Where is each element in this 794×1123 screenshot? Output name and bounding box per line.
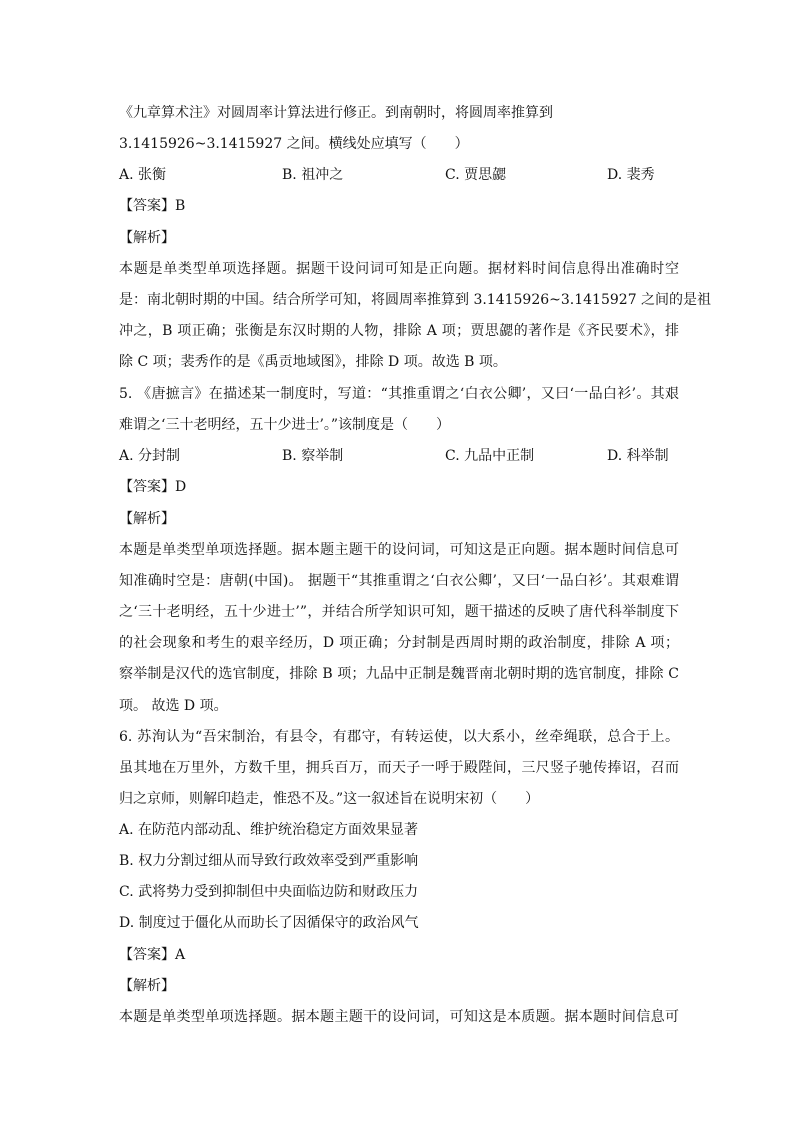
q4-analysis-line-2: 是：南北朝时期的中国。结合所学可知，将圆周率推算到 3.1415926~3.1415927 之间的是祖 — [119, 292, 712, 308]
q5-analysis-line-4: 的社会现象和考生的艰辛经历，D 项正确；分封制是西周时期的政治制度，排除 A 项； — [119, 635, 679, 651]
q6-stem-line-1: 6. 苏洵认为“吾宋制治，有县令，有郡守，有转运使，以大系小，丝牵绳联，总合于上。 — [119, 729, 679, 745]
q4-option-b: B. 祖冲之 — [282, 167, 344, 183]
q5-stem-line-1: 5. 《唐摭言》在描述某一制度时，写道：“其推重谓之‘白衣公卿’，又曰‘一品白衫’。其艰 — [119, 386, 679, 402]
q5-analysis-line-6: 项。 故选 D 项。 — [119, 698, 228, 714]
q6-option-b: B. 权力分割过细从而导致行政效率受到严重影响 — [119, 853, 419, 869]
q5-option-c: C. 九品中正制 — [445, 448, 535, 464]
q6-option-d: D. 制度过于僵化从而助长了因循保守的政治风气 — [119, 915, 419, 931]
q5-stem-line-2: 难谓之‘三十老明经，五十少进士’。”该制度是（ ） — [119, 417, 451, 433]
q6-stem-line-2: 虽其地在万里外，方数千里，拥兵百万，而天子一呼于殿陛间，三尺竖子驰传捧诏，召而 — [119, 760, 679, 776]
q6-analysis-title: 【解析】 — [119, 978, 175, 994]
q5-answer: 【答案】D — [119, 479, 187, 495]
q4-option-c: C. 贾思勰 — [445, 167, 507, 183]
q4-option-d: D. 裴秀 — [607, 167, 655, 183]
q4-analysis-line-3: 冲之，B 项正确；张衡是东汉时期的人物，排除 A 项；贾思勰的著作是《齐民要术》，排 — [119, 323, 679, 339]
q4-option-a: A. 张衡 — [119, 167, 167, 183]
q5-analysis-line-3: 之‘三十老明经，五十少进士’”，并结合所学知识可知，题干描述的反映了唐代科举制度下 — [119, 604, 679, 620]
q4-analysis-line-4: 除 C 项；裴秀作的是《禹贡地域图》，排除 D 项。故选 B 项。 — [119, 354, 507, 370]
q5-analysis-line-2: 知准确时空是：唐朝(中国)。 据题干“其推重谓之‘白衣公卿’，又曰‘一品白衫’。其艰难谓 — [119, 573, 679, 589]
q5-option-b: B. 察举制 — [282, 448, 344, 464]
q6-analysis-line-1: 本题是单类型单项选择题。据本题主题干的设问词，可知这是本质题。据本题时间信息可 — [119, 1009, 679, 1025]
q5-analysis-title: 【解析】 — [119, 511, 175, 527]
q4-answer: 【答案】B — [119, 198, 186, 214]
q6-option-c: C. 武将势力受到抑制但中央面临边防和财政压力 — [119, 884, 419, 900]
q5-option-a: A. 分封制 — [119, 448, 181, 464]
q6-option-a: A. 在防范内部动乱、维护统治稳定方面效果显著 — [119, 822, 419, 838]
q5-option-d: D. 科举制 — [607, 448, 669, 464]
q6-answer: 【答案】A — [119, 947, 186, 963]
q4-analysis-line-1: 本题是单类型单项选择题。据题干设问词可知是正向题。据材料时间信息得出准确时空 — [119, 261, 679, 277]
q5-analysis-line-5: 察举制是汉代的选官制度，排除 B 项；九品中正制是魏晋南北朝时期的选官制度，排除 C — [119, 666, 679, 682]
q4-stem-line-1: 《九章算术注》对圆周率计算法进行修正。到南朝时，将圆周率推算到 — [119, 105, 553, 121]
q5-analysis-line-1: 本题是单类型单项选择题。据本题主题干的设问词，可知这是正向题。据本题时间信息可 — [119, 542, 679, 558]
q4-stem-line-2: 3.1415926~3.1415927 之间。横线处应填写（ ） — [119, 136, 469, 152]
q6-stem-line-3: 归之京师，则解印趋走，惟恐不及。”这一叙述旨在说明宋初（ ） — [119, 791, 540, 807]
q4-analysis-title: 【解析】 — [119, 230, 175, 246]
